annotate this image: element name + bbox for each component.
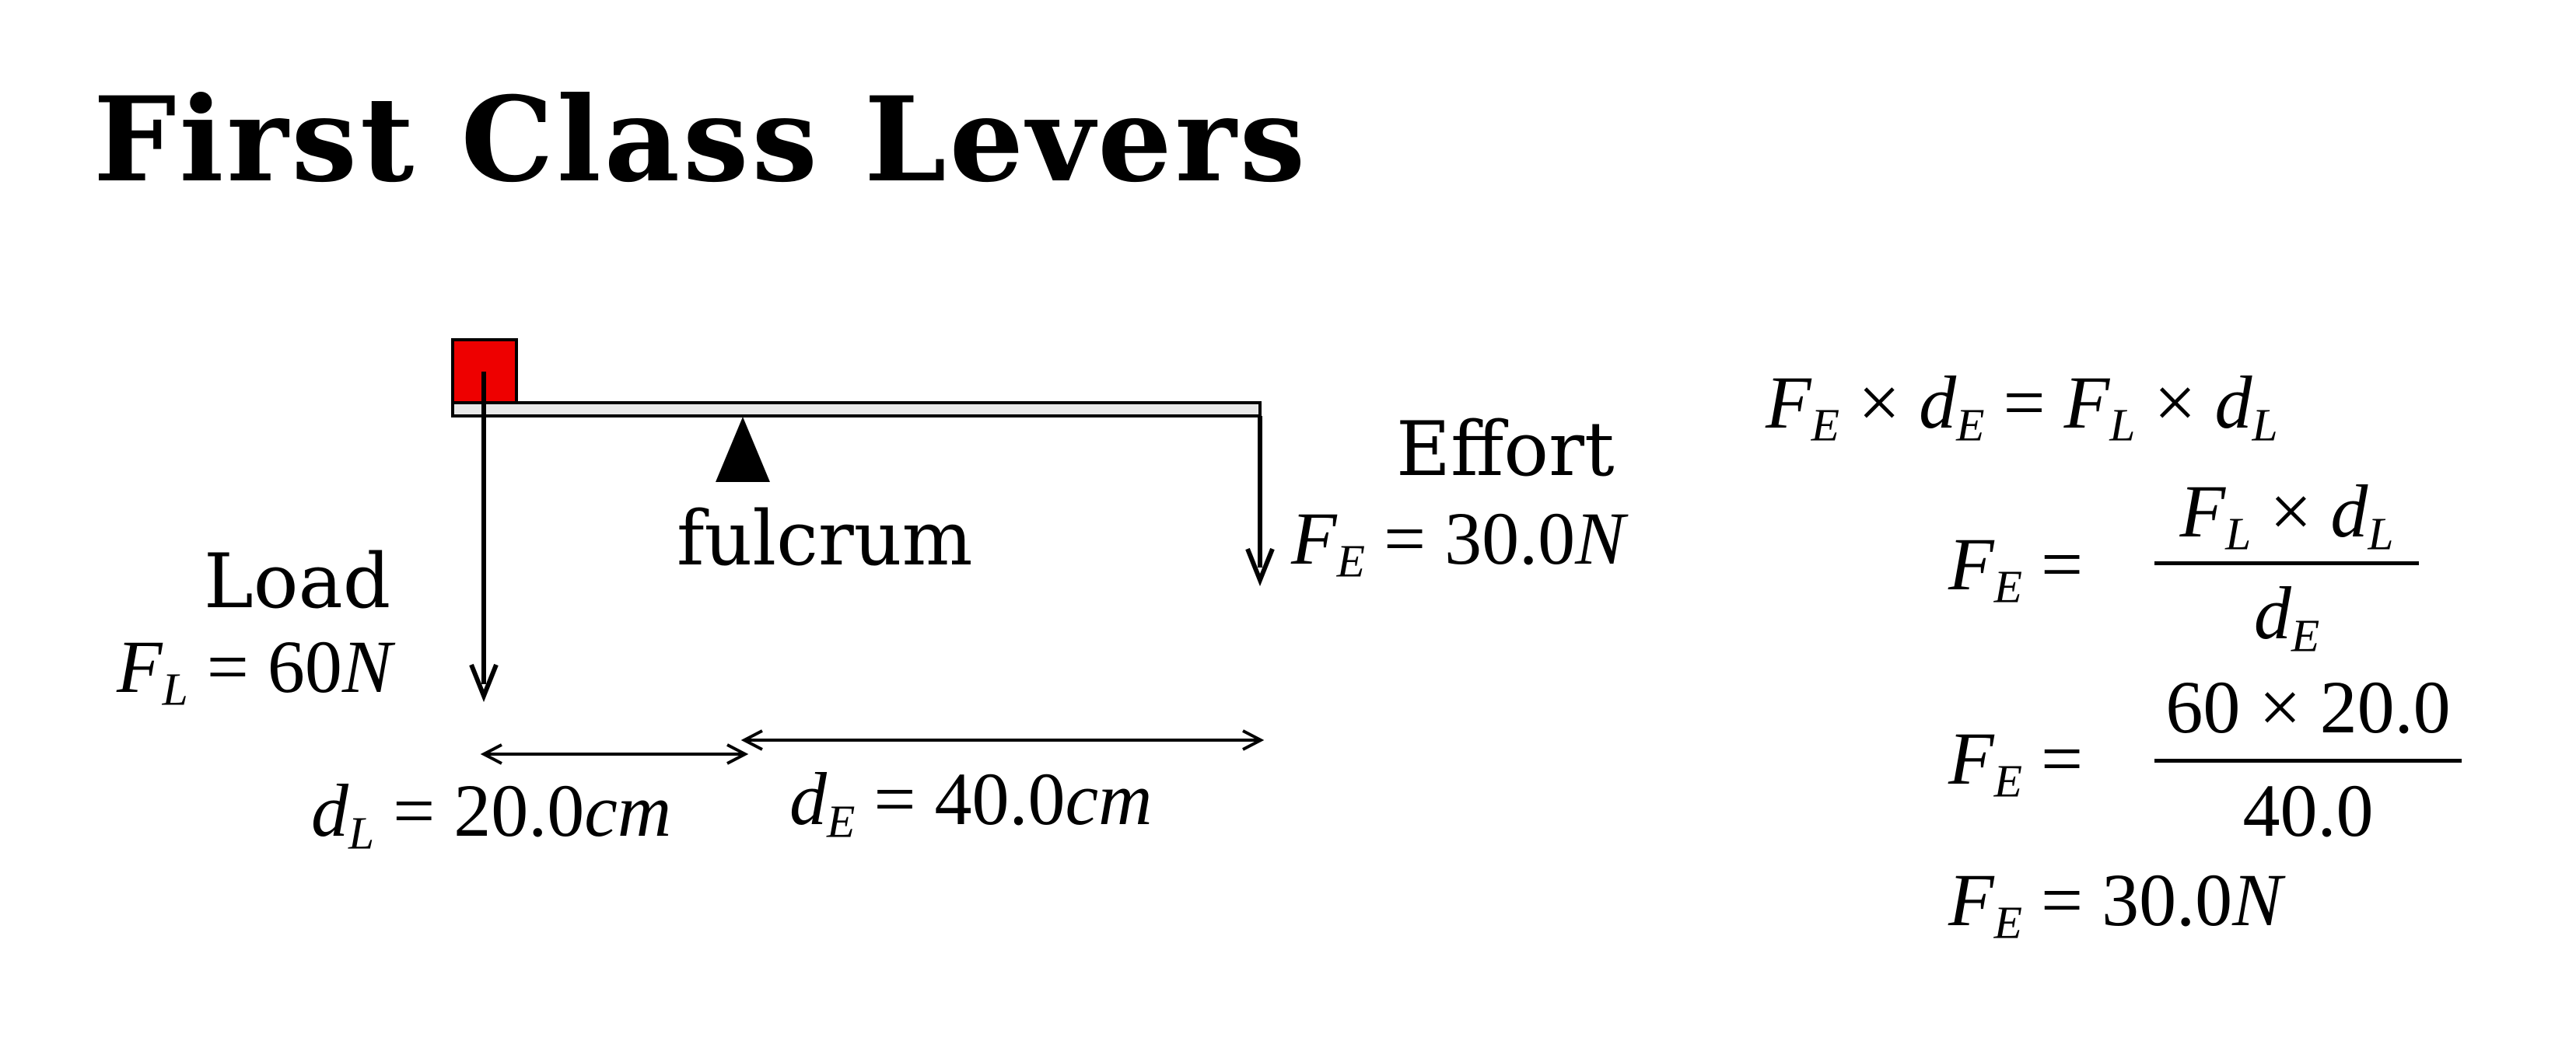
load-distance-value: = 20.0 [393, 769, 585, 852]
eq2-fl: F [2179, 470, 2226, 553]
eq2-dl: d [2330, 470, 2368, 553]
eq2-fraction-bar [2154, 561, 2419, 565]
eq4-fe-sub: E [1993, 896, 2022, 948]
effort-distance-arrow [744, 731, 1261, 749]
eq2-fe-sub: E [1993, 561, 2022, 613]
load-force-value: = 60 [206, 625, 342, 708]
equation-rearranged-fraction [2154, 470, 2419, 662]
effort-distance-sub: E [827, 795, 856, 847]
eq1-equals: = [2003, 361, 2046, 444]
fulcrum-label: fulcrum [677, 495, 973, 582]
equation-substituted-lhs [1948, 717, 2084, 807]
eq3-numerator: 60 × 20.0 [2165, 665, 2451, 749]
eq2-equals: = [2041, 522, 2084, 606]
eq3-fe-sub: E [1993, 755, 2022, 807]
load-distance-label [311, 769, 672, 859]
eq2-fl-sub: L [2225, 508, 2252, 560]
equation-substituted-fraction [2154, 665, 2462, 852]
load-label: Load [204, 538, 391, 625]
eq3-fe: F [1948, 717, 1994, 800]
effort-force-arrow [1248, 416, 1272, 580]
effort-force-symbol: F [1291, 497, 1337, 580]
effort-distance-label [789, 757, 1153, 847]
load-force-unit: N [341, 625, 392, 708]
eq1-fl-sub: L [2109, 399, 2136, 451]
load-force-label [117, 625, 392, 715]
effort-force-label [1291, 497, 1626, 587]
eq4-unit: N [2232, 858, 2283, 941]
load-distance-arrow [484, 745, 745, 763]
eq3-fraction-bar [2154, 759, 2462, 763]
equation-rearranged-lhs [1948, 522, 2084, 613]
eq4-value: = 30.0 [2041, 858, 2233, 941]
fulcrum-triangle [716, 417, 770, 482]
eq1-fe: F [1766, 361, 1811, 444]
effort-force-sub: E [1336, 535, 1365, 587]
load-force-sub: L [162, 663, 188, 715]
eq4-fe: F [1948, 858, 1994, 941]
eq1-fe-sub: E [1811, 399, 1839, 451]
load-force-symbol: F [117, 625, 163, 708]
eq2-times: × [2270, 470, 2312, 553]
effort-force-unit: N [1575, 497, 1626, 580]
lever-beam [453, 403, 1260, 416]
eq2-denominator [2154, 571, 2419, 662]
eq2-de-sub: E [2291, 610, 2320, 662]
eq3-equals: = [2041, 717, 2084, 800]
equation-moment-balance [1766, 361, 2278, 451]
eq2-fe: F [1948, 522, 1994, 606]
effort-distance-value: = 40.0 [873, 757, 1066, 840]
effort-label: Effort [1396, 406, 1615, 493]
effort-force-value: = 30.0 [1384, 497, 1576, 580]
eq1-de-sub: E [1956, 399, 1985, 451]
eq1-times: × [1858, 361, 1901, 444]
eq1-dl-sub: L [2252, 399, 2278, 451]
load-distance-unit: cm [584, 769, 672, 852]
page-title: First Class Levers [93, 72, 1309, 208]
load-distance-sub: L [348, 807, 375, 859]
eq1-fl: F [2063, 361, 2110, 444]
eq3-denominator: 40.0 [2242, 769, 2374, 852]
eq1-de: d [1919, 361, 1957, 444]
eq2-numerator [2154, 470, 2419, 560]
load-force-arrow [471, 372, 496, 696]
eq2-de: d [2253, 571, 2291, 655]
eq1-times-2: × [2154, 361, 2196, 444]
eq2-dl-sub: L [2368, 508, 2394, 560]
eq1-dl: d [2214, 361, 2252, 444]
equation-result [1948, 858, 2283, 948]
effort-distance-unit: cm [1065, 757, 1153, 840]
load-distance-symbol: d [311, 769, 348, 852]
effort-distance-symbol: d [789, 757, 827, 840]
